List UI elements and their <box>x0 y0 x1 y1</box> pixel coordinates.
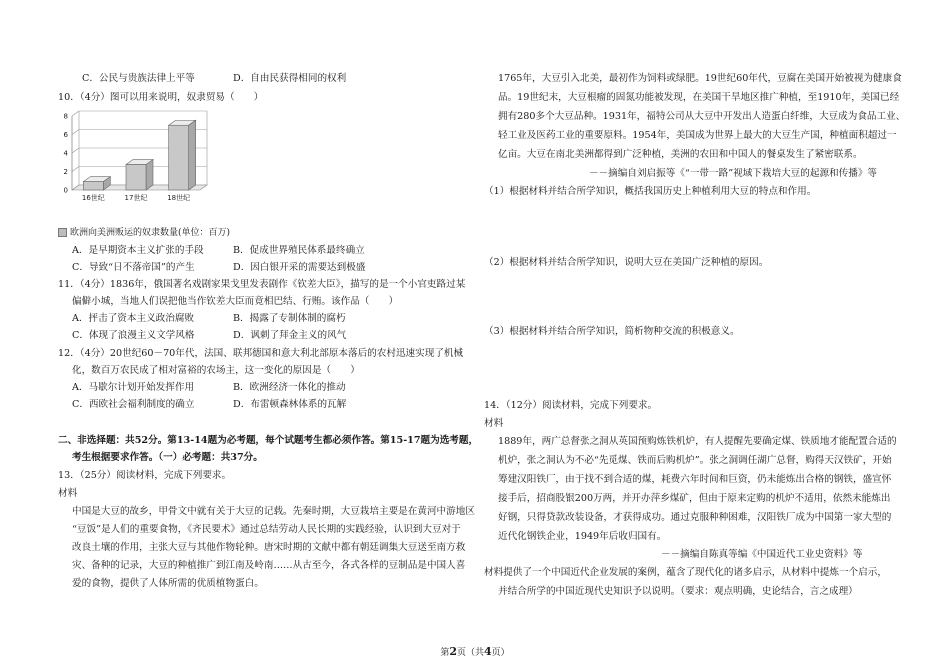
q13-material-line4: 灾、备种的记录，大豆的种植推广到江南及岭南……从古至今，各式各样的豆制品是中国人喜 <box>72 560 466 571</box>
q13-material-us-line1: 1765年，大豆引入北美，最初作为饲料或绿肥。19世纪60年代，豆腐在美国开始被视为健康食 <box>498 73 902 84</box>
q13-material-us-line2: 品。19世纪末，大豆根瘤的固氮功能被发现，在美国干旱地区推广种植，至1910年，美国已经 <box>498 92 900 103</box>
bar-1 <box>126 160 153 190</box>
page-footer <box>0 645 950 658</box>
q13-question-3: （3）根据材料并结合所学知识，简析物种交流的积极意义。 <box>484 326 740 337</box>
y-tick-label: 0 <box>63 186 68 195</box>
q11-stem-line1: 11．（4分）1836年，俄国著名戏剧家果戈里发表剧作《钦差大臣》，描写的是一个小官吏路过某 <box>58 279 466 290</box>
y-tick-label: 8 <box>63 112 68 121</box>
q13-material-us-line3: 拥有280多个大豆品种。1931年，福特公司从大豆中开发出人造蛋白纤维，大豆成为食品工业、 <box>498 111 906 122</box>
y-tick-label: 4 <box>63 149 68 158</box>
q11-stem-line2: 偏僻小城，当地人们误把他当作钦差大臣而竟相巴结、行贿。该作品（ ） <box>72 296 399 307</box>
q13-material-us-line5: 亿亩。大豆在南北美洲都得到广泛种植，美洲的农田和中国人的餐桌发生了紧密联系。 <box>498 149 863 160</box>
chart-legend <box>58 227 230 239</box>
y-tick-label: 6 <box>63 131 68 139</box>
grid-diag-3 <box>72 130 79 135</box>
q9-option-c: C．公民与贵族法律上平等 <box>82 73 195 84</box>
footer-end: 页） <box>491 648 510 658</box>
q10-option-d: D．因白银开采的需要达到极盛 <box>233 262 366 273</box>
q11-option-d: D．讽刺了拜金主义的风气 <box>233 330 347 341</box>
q13-material-label: 材料 <box>58 488 78 499</box>
section2-heading-line2: 考生根据要求作答。（一）必考题：共37分。 <box>72 452 263 463</box>
q11-option-c: C．体现了浪漫主义文学风格 <box>72 330 195 341</box>
q14-material-line2: 机炉，张之洞认为不必“先觅煤、铁而后购机炉”。张之洞调任湖广总督，购得天汉铁矿，开始 <box>498 455 892 466</box>
q14-requirement-line1: 材料提供了一个中国近代企业发展的案例，蕴含了现代化的诸多启示，从材料中提炼一个启示， <box>484 567 887 578</box>
x-tick-label: 16世纪 <box>81 194 105 202</box>
q12-option-c: C．西欧社会福利制度的确立 <box>72 399 195 410</box>
q12-option-d: D．布雷顿森林体系的瓦解 <box>233 399 347 410</box>
q13-material-line2: “豆饭”是人们的重要食物，《齐民要术》通过总结劳动人民长期的实践经验，认识到大豆对于 <box>72 524 461 535</box>
q14-material-label: 材料 <box>484 418 504 429</box>
q13-material-line5: 爱的食物，提供了人体所需的优质植物蛋白。 <box>72 578 264 589</box>
q11-option-b: B．揭露了专制体制的腐朽 <box>233 313 346 324</box>
q13-stem: 13．（25分）阅读材料，完成下列要求。 <box>58 470 232 481</box>
grid-diag-4 <box>72 111 79 116</box>
bar-0 <box>83 177 110 190</box>
q14-material-line3: 筹建汉阳铁厂，由于找不到合适的煤，耗费六年时间和巨资，仍未能炼出合格的钢铁，盛宣怀 <box>498 474 892 485</box>
slave-trade-bar-chart <box>58 108 238 228</box>
footer-page-number: 2 <box>449 645 457 658</box>
q11-option-a: A．抨击了资本主义政治腐败 <box>72 313 195 324</box>
q14-stem: 14．（12分）阅读材料，完成下列要求。 <box>484 400 658 411</box>
bar-2 <box>169 120 196 190</box>
q14-material-line5: 好钢，只得贷款改装设备，才获得成功。通过克服种种困难，汉阳铁厂成为中国第一家大型的 <box>498 512 892 523</box>
q13-question-1: （1）根据材料并结合所学知识，概括我国历史上种植利用大豆的特点和作用。 <box>484 186 817 197</box>
bar-front <box>126 165 146 190</box>
footer-total-pages: 4 <box>484 645 492 658</box>
section2-heading-line1: 二、非选择题：共52分。第13-14题为必考题，每个试题考生都必须作答。第15-17题为选考题， <box>58 435 479 446</box>
q10-option-a: A．是早期资本主义扩张的手段 <box>72 245 204 256</box>
chart-bars <box>83 120 195 190</box>
footer-middle: 页（共 <box>456 648 484 658</box>
q13-material-line3: 改良土壤的作用，主张大豆与其他作物轮种。唐宋时期的文献中都有朝廷调集大豆送至南方救 <box>72 542 466 553</box>
q10-option-b: B．促成世界殖民体系最终确立 <box>233 245 365 256</box>
bar-front <box>169 125 189 190</box>
q14-material-line6: 近代化钢铁企业，1949年后收归国有。 <box>498 531 667 542</box>
grid-diag-2 <box>72 148 79 153</box>
y-tick-label: 2 <box>63 168 68 176</box>
q9-option-d: D．自由民获得相同的权利 <box>233 73 347 84</box>
bar-side <box>146 160 153 190</box>
q13-source: －－摘编自刘启振等《“一带一路”视域下栽培大豆的起源和传播》等 <box>589 168 878 179</box>
q14-material-line1: 1889年，两广总督张之洞从英国预购炼铁机炉，有人提醒先要确定煤、铁质地才能配置合适的 <box>498 436 897 447</box>
q12-option-b: B．欧洲经济一体化的推动 <box>233 382 346 393</box>
legend-swatch <box>58 228 67 237</box>
x-tick-label: 17世纪 <box>124 194 148 202</box>
q12-stem-line2: 化，数百万农民成了相对富裕的农场主，这一变化的原因是（ ） <box>72 365 360 376</box>
q10-option-c: C．导致“日不落帝国”的产生 <box>72 262 195 273</box>
q14-material-line4: 接手后，招商股银200万两，并开办萍乡煤矿，但由于原来定购的机炉不适用，依然未能炼出 <box>498 493 891 504</box>
q14-source: －－摘编自陈真等编《中国近代工业史资料》等 <box>661 549 863 560</box>
q13-material-us-line4: 轻工业及医药工业的重要原料。1954年，美国成为世界上最大的大豆生产国，种植面积超过一 <box>498 130 897 141</box>
x-tick-label: 18世纪 <box>167 194 191 202</box>
q14-requirement-line2: 并结合所学的中国近现代史知识予以说明。（要求：观点明确，史论结合，言之成理） <box>498 586 858 597</box>
chart-y-ticks <box>64 113 69 195</box>
grid-diag-1 <box>72 167 79 172</box>
q12-option-a: A．马歇尔计划开始发挥作用 <box>72 382 195 393</box>
bar-front <box>83 182 103 190</box>
q13-material-line1: 中国是大豆的故乡，甲骨文中就有关于大豆的记载。先秦时期，大豆栽培主要是在黄河中游地区 <box>72 506 475 517</box>
footer-prefix: 第 <box>440 648 450 658</box>
bar-side <box>189 120 196 190</box>
q12-stem-line1: 12．（4分）20世纪60－70年代，法国、联邦德国和意大利北部原本落后的农村迅速实现了机械 <box>58 348 464 359</box>
legend-label: 欧洲向美洲贩运的奴隶数量(单位：百万) <box>70 228 231 238</box>
q10-stem: 10．（4分）图可以用来说明，奴隶贸易（ ） <box>58 92 264 103</box>
chart-x-ticks <box>82 193 190 202</box>
q13-question-2: （2）根据材料并结合所学知识，说明大豆在美国广泛种植的原因。 <box>484 257 769 268</box>
